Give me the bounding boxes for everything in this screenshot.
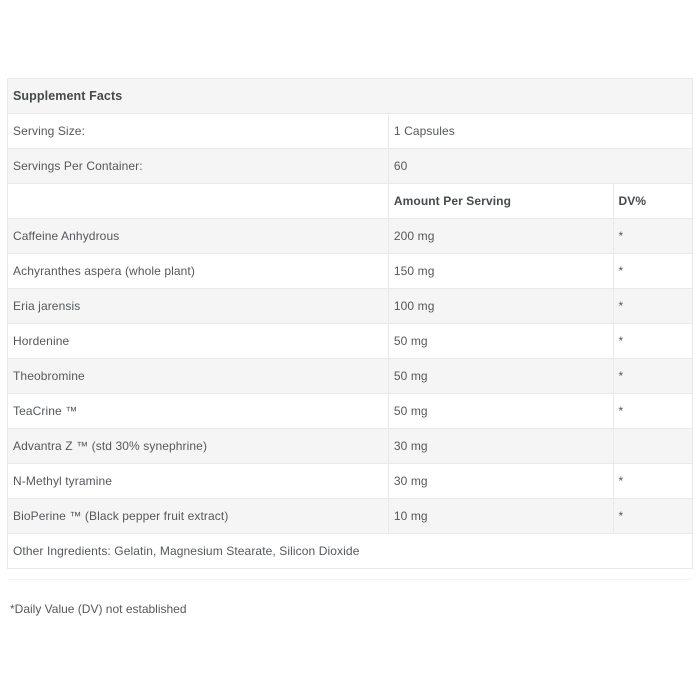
ingredient-amount: 50 mg xyxy=(388,359,613,394)
other-ingredients-text: Other Ingredients: Gelatin, Magnesium Stearate, Silicon Dioxide xyxy=(8,534,693,569)
facts-title-row xyxy=(8,79,693,114)
ingredient-name: Eria jarensis xyxy=(8,289,389,324)
facts-body xyxy=(8,79,693,569)
ingredient-dv: * xyxy=(613,289,692,324)
ingredient-name: Hordenine xyxy=(8,324,389,359)
amount-column-header: Amount Per Serving xyxy=(388,184,613,219)
serving-label: Servings Per Container: xyxy=(8,149,389,184)
ingredient-row xyxy=(8,254,693,289)
other-ingredients-row xyxy=(8,534,693,569)
ingredient-amount: 30 mg xyxy=(388,464,613,499)
ingredient-amount: 50 mg xyxy=(388,394,613,429)
serving-value: 1 Capsules xyxy=(388,114,692,149)
daily-value-footnote: *Daily Value (DV) not established xyxy=(10,602,187,616)
serving-value: 60 xyxy=(388,149,692,184)
ingredient-row xyxy=(8,219,693,254)
column-header-row xyxy=(8,184,693,219)
serving-info-row xyxy=(8,114,693,149)
ingredient-amount: 10 mg xyxy=(388,499,613,534)
ingredient-amount: 50 mg xyxy=(388,324,613,359)
ingredient-name: BioPerine ™ (Black pepper fruit extract) xyxy=(8,499,389,534)
dv-column-header: DV% xyxy=(613,184,692,219)
ingredient-name: Theobromine xyxy=(8,359,389,394)
ingredient-dv: * xyxy=(613,254,692,289)
ingredient-dv: * xyxy=(613,464,692,499)
ingredient-amount: 200 mg xyxy=(388,219,613,254)
ingredient-name: N-Methyl tyramine xyxy=(8,464,389,499)
facts-title: Supplement Facts xyxy=(8,79,693,114)
serving-info-row xyxy=(8,149,693,184)
ingredient-name: TeaCrine ™ xyxy=(8,394,389,429)
ingredient-amount: 30 mg xyxy=(388,429,613,464)
ingredient-row xyxy=(8,359,693,394)
ingredient-dv: * xyxy=(613,394,692,429)
spacer-cell xyxy=(8,184,389,219)
ingredient-row xyxy=(8,289,693,324)
divider xyxy=(7,579,693,580)
ingredient-row xyxy=(8,429,693,464)
supplement-facts-table xyxy=(7,78,693,569)
ingredient-dv xyxy=(613,429,692,464)
ingredient-name: Caffeine Anhydrous xyxy=(8,219,389,254)
ingredient-dv: * xyxy=(613,359,692,394)
ingredient-amount: 150 mg xyxy=(388,254,613,289)
supplement-facts-panel xyxy=(7,78,693,616)
serving-label: Serving Size: xyxy=(8,114,389,149)
ingredient-row xyxy=(8,324,693,359)
ingredient-amount: 100 mg xyxy=(388,289,613,324)
ingredient-dv: * xyxy=(613,219,692,254)
ingredient-dv: * xyxy=(613,324,692,359)
ingredient-row xyxy=(8,464,693,499)
ingredient-name: Achyranthes aspera (whole plant) xyxy=(8,254,389,289)
ingredient-row xyxy=(8,499,693,534)
ingredient-dv: * xyxy=(613,499,692,534)
ingredient-name: Advantra Z ™ (std 30% synephrine) xyxy=(8,429,389,464)
ingredient-row xyxy=(8,394,693,429)
